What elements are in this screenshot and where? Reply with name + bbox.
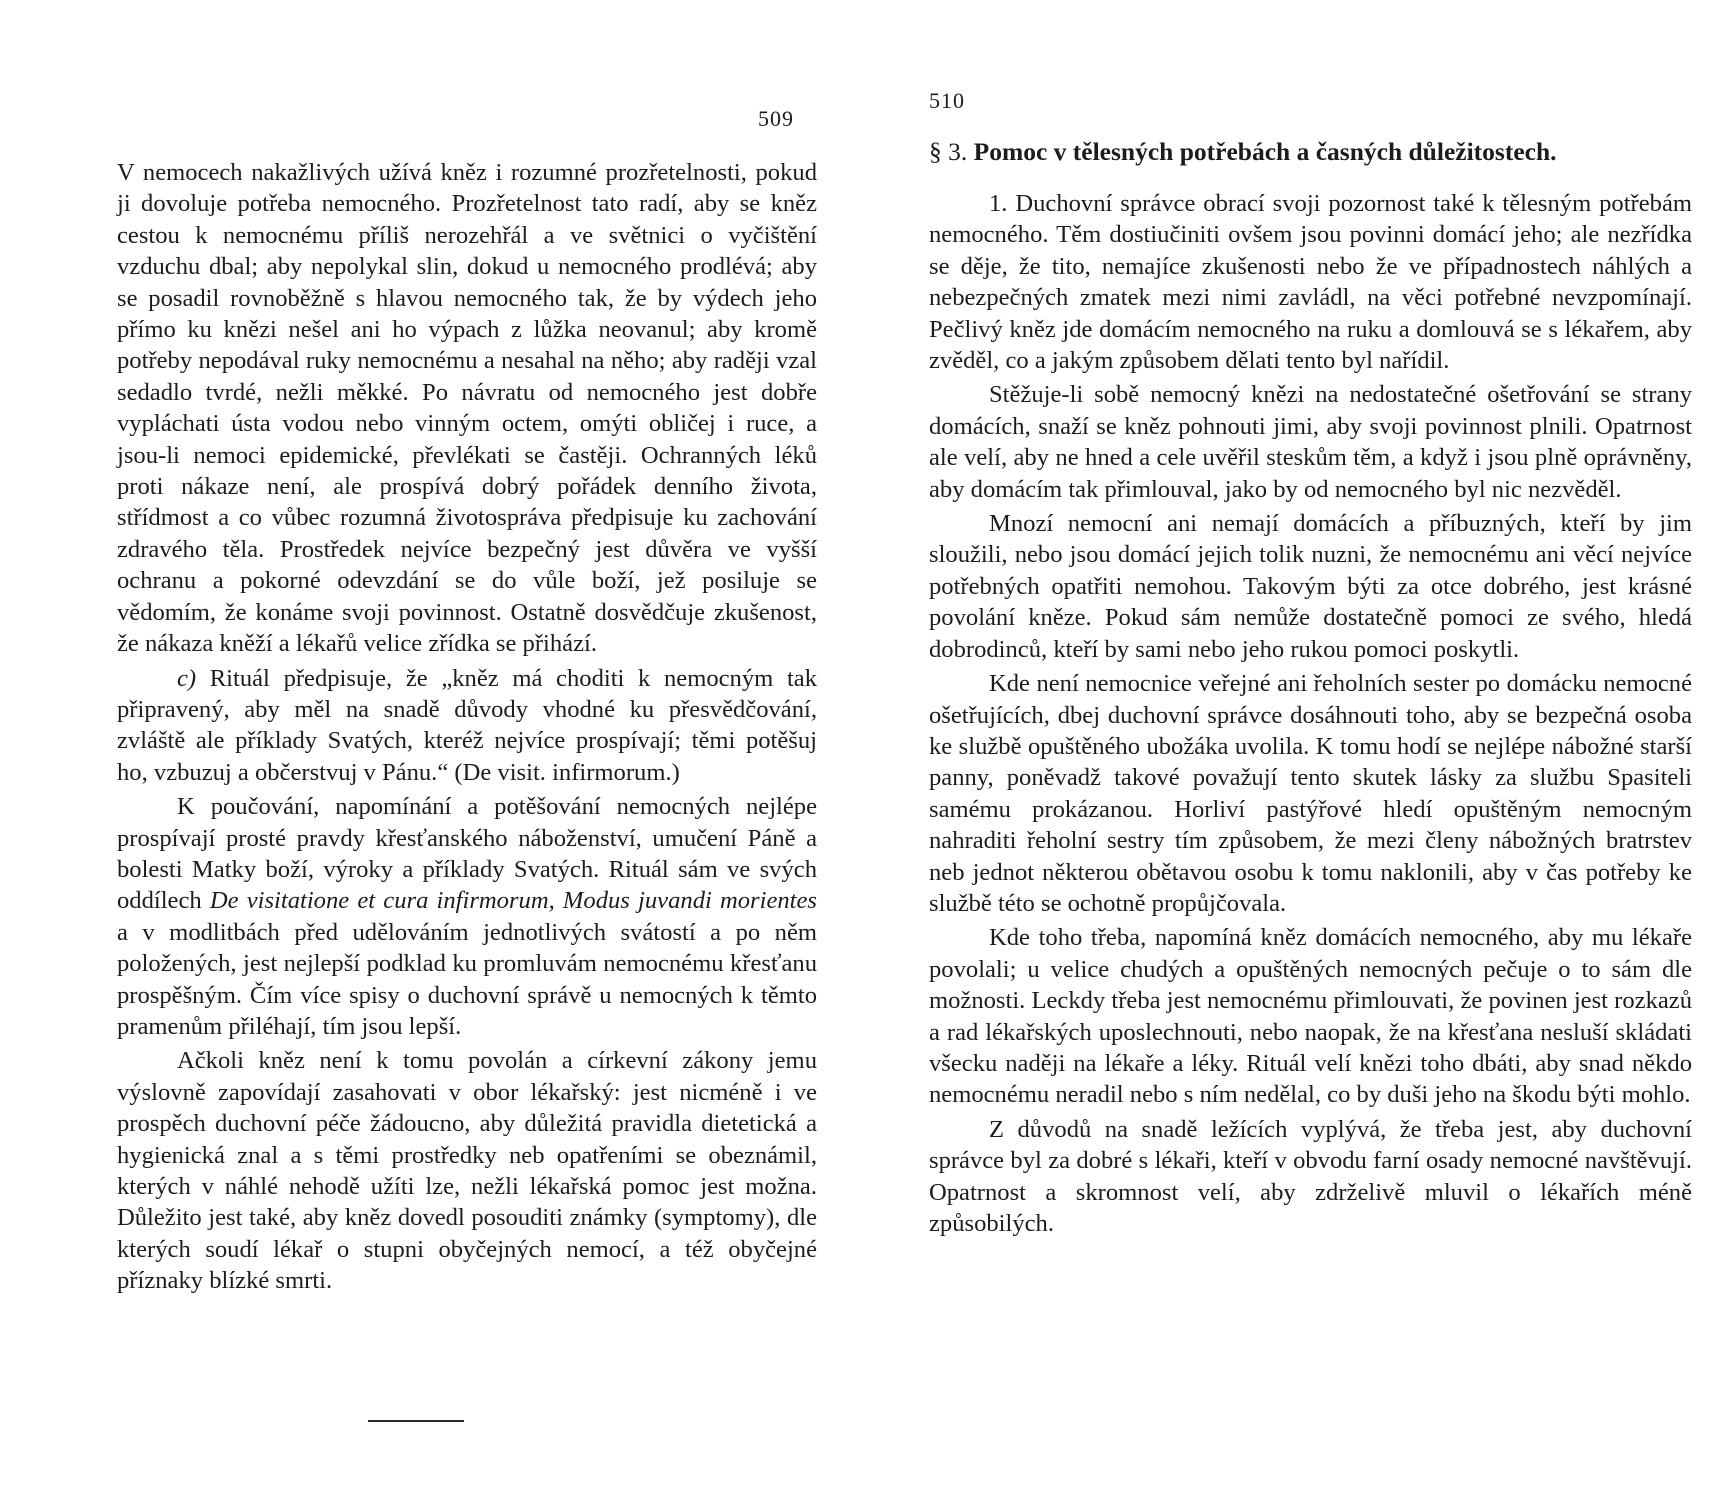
page-number-509: 509 <box>758 106 794 131</box>
left-paragraph-2 <box>117 663 817 789</box>
right-paragraph-4: Kde není nemocnice veřejné ani řeholních sester po domácku nemocné ošetřujících, dbej duchovní správce dosáhnouti toho, aby se bezpečná osoba ke službě opuštěného ubožáka uvolila. K tomu hodí se nejlépe nábožné starší panny, poněvadž takové považují tento skutek lásky za službu Spasiteli samému prokázanou. Horliví pastýřové hledí opuštěným nemocným nahraditi řeholní sestry tím způsobem, že mezi členy nábožných bratrstev neb jednot některou obětavou osobu k tomu naklonili, aby v čas potřeby ke službě této se ochotně propůjčovala. <box>929 670 1692 917</box>
right-paragraph-3: Mnozí nemocní ani nemají domácích a příbuzných, kteří by jim sloužili, nebo jsou domácí jejich tolik nuzni, že nemocnému ani věcí nejvíce potřebných opatřiti nemohou. Takovým býti za otce dobrého, jest krásné povolání kněze. Pokud sám nemůže dostatečně pomoci ze svého, hledá dobrodinců, kteří by sami nebo jeho rukou pomoci poskytli. <box>929 510 1692 663</box>
right-page-body <box>929 188 1692 1242</box>
left-paragraph-3 <box>117 791 817 1042</box>
section-title: Pomoc v tělesných potřebách a časných důležitostech. <box>973 137 1557 166</box>
paragraph-letter-c: c) <box>177 664 197 692</box>
left-paragraph-3-after: a v modlitbách před udělováním jednotlivých svátostí a po něm položených, jest nejlepší podklad ku promluvám nemocnému křesťanu prospěšným. Čím více spisy o duchovní správě u nemocných k těmto pramenům přiléhají, tím jsou lepší. <box>117 918 817 1040</box>
section-heading <box>929 136 1692 168</box>
right-paragraph-1: 1. Duchovní správce obrací svoji pozornost také k tělesným potřebám nemocného. Těm dostiučiniti ovšem jsou povinni domácí jeho; ale nezřídka se děje, že tito, nemajíce zkušenosti nebo že ve případnostech náhlých a nebezpečných zmatek mezi nimi zavládl, na věci potřebné nevzpomínají. Pečlivý kněz jde domácím nemocného na ruku a domlouvá se s lékařem, aby zvěděl, co a jakým způsobem dělati tento byl nařídil. <box>929 190 1692 375</box>
right-paragraph-2: Stěžuje-li sobě nemocný knězi na nedostatečné ošetřování se strany domácích, snaží se kněz pohnouti jimi, aby svoji povinnost plnili. Opatrnost ale velí, aby ne hned a cele uvěřil steskům těm, a když i jsou plně oprávněny, aby domácím tak přimlouval, jako by od nemocného byl nic nezvěděl. <box>929 381 1692 503</box>
section-number: § 3. <box>929 137 968 166</box>
right-page <box>866 0 1732 1500</box>
page-number-510: 510 <box>929 88 965 113</box>
latin-title-italic: De visitatione et cura infirmorum, Modus juvandi morientes <box>209 887 817 915</box>
left-paragraph-3-before: K poučování, napomínání a potěšování nemocných nejlépe prospívají prosté pravdy křesťanského náboženství, umučení Páně a bolesti Matky boží, výroky a příklady Svatých. Rituál sám ve svých oddílech <box>117 793 817 915</box>
left-page-body <box>117 157 817 1300</box>
right-paragraph-5: Kde toho třeba, napomíná kněz domácích nemocného, aby mu lékaře povolali; u velice chudých a opuštěných nemocných pečuje o to sám dle možnosti. Leckdy třeba jest nemocnému přimlouvati, že povinen jest rozkazů a rad lékařských uposlechnouti, nebo naopak, že na křesťana nesluší skládati všecku naději na lékaře a léky. Rituál velí knězi toho dbáti, aby snad někdo nemocnému neradil nebo s ním nedělal, co by duši jeho na škodu býti mohlo. <box>929 924 1692 1109</box>
left-paragraph-1: V nemocech nakažlivých užívá kněz i rozumné prozřetelnosti, pokud ji dovoluje potřeba nemocného. Prozřetelnost tato radí, aby se kněz cestou k nemocnému příliš nerozehřál a ve světnici o vyčištění vzduchu dbal; aby nepolykal slin, dokud u nemocného prodlévá; aby se posadil rovnoběžně s hlavou nemocného tak, že by výdech jeho přímo ku knězi nešel ani ho výpach z lůžka neovanul; aby kromě potřeby nepodával ruky nemocnému a nesahal na něho; aby raději vzal sedadlo tvrdé, nežli měkké. Po návratu od nemocného jest dobře vypláchati ústa vodou nebo vinným octem, omýti obličej i ruce, a jsou-li nemoci epidemické, převlékati se častěji. Ochranných léků proti nákaze není, ale prospívá dobrý pořádek denního života, střídmost a co vůbec rozumná životospráva předpisuje ku zachování zdravého těla. Prostředek nejvíce bezpečný jest důvěra ve vyšší ochranu a pokorné odevzdání se do vůle boží, jež posiluje se vědomím, že konáme svoji povinnost. Ostatně dosvědčuje zkušenost, že nákaza kněží a lékařů velice zřídka se přihází. <box>117 159 817 658</box>
end-of-section-rule <box>368 1420 464 1422</box>
left-paragraph-2-text: Rituál předpisuje, že „kněz má choditi k nemocným tak připravený, aby měl na snadě důvody vhodné ku přesvědčování, zvláště ale příklady Svatých, kteréž nejvíce prospívají; těmi potěšuj ho, vzbuzuj a občerstvuj v Pánu.“ (De visit. infirmorum.) <box>117 664 817 786</box>
left-paragraph-4: Ačkoli kněz není k tomu povolán a církevní zákony jemu výslovně zapovídají zasahovati v obor lékařský: jest nicméně i ve prospěch duchovní péče žádoucno, aby důležitá pravidla dietetická a hygienická znal a s těmi prostředky neb opatřeními se obeznámil, kterých v náhlé nehodě užíti lze, nežli lékařská pomoc jest možna. Důležito jest také, aby kněz dovedl posouditi známky (symptomy), dle kterých soudí lékař o stupni obyčejných nemocí, a též obyčejné příznaky blízké smrti. <box>117 1047 817 1295</box>
right-paragraph-6: Z důvodů na snadě ležících vyplývá, že třeba jest, aby duchovní správce byl za dobré s lékaři, kteří v obvodu farní osady nemocné navštěvují. Opatrnost a skromnost velí, aby zdrželivě mluvil o lékařích méně způsobilých. <box>929 1115 1692 1237</box>
